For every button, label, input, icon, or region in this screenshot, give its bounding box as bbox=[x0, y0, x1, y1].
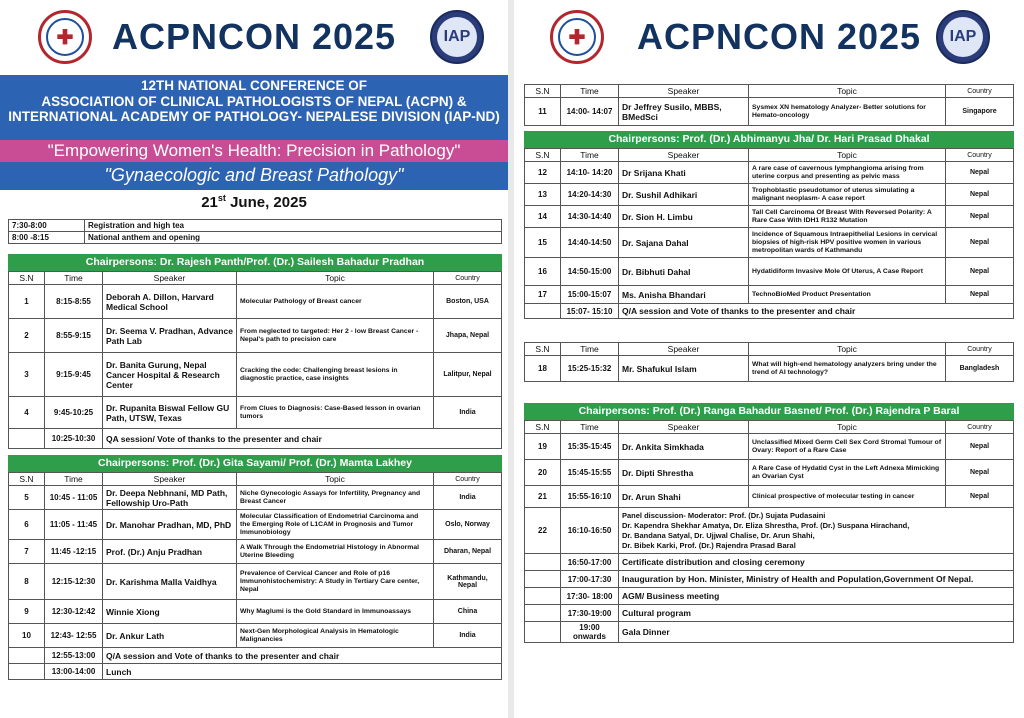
table-row bbox=[525, 571, 1014, 588]
header-speaker: Speaker bbox=[103, 473, 237, 486]
table-row bbox=[9, 624, 502, 648]
table-row bbox=[525, 622, 1014, 643]
date-month-year: June, 2025 bbox=[225, 194, 307, 211]
header-time: Time bbox=[561, 149, 619, 162]
time-cell: 11:05 - 11:45 bbox=[45, 510, 103, 540]
panel-line: Dr. Bibek Karki, Prof. (Dr.) Rajendra Prasad Baral bbox=[622, 540, 796, 550]
speaker-cell: Ms. Anisha Bhandari bbox=[619, 286, 749, 304]
table-row bbox=[9, 285, 502, 319]
speaker-cell: Dr Srijana Khati bbox=[619, 162, 749, 184]
event-cell: Lunch bbox=[103, 664, 502, 680]
page-header bbox=[514, 0, 1024, 80]
conference-title-line: INTERNATIONAL ACADEMY OF PATHOLOGY- NEPALESE DIVISION (IAP-ND) bbox=[8, 109, 500, 124]
topic-cell: Niche Gynecologic Assays for Infertility, Pregnancy and Breast Cancer bbox=[237, 486, 434, 510]
time-cell: 14:20-14:30 bbox=[561, 184, 619, 206]
time-cell: 15:25-15:32 bbox=[561, 356, 619, 382]
header-country: Country bbox=[434, 272, 502, 285]
time-cell: 14:10- 14:20 bbox=[561, 162, 619, 184]
header-time: Time bbox=[45, 272, 103, 285]
header-country: Country bbox=[946, 85, 1014, 98]
time-cell: 10:25-10:30 bbox=[45, 429, 103, 449]
header-sn: S.N bbox=[525, 421, 561, 434]
header-time: Time bbox=[561, 343, 619, 356]
time-cell: 9:15-9:45 bbox=[45, 353, 103, 397]
country-cell: Nepal bbox=[946, 162, 1014, 184]
sn-cell: 21 bbox=[525, 486, 561, 508]
sn-cell: 7 bbox=[9, 540, 45, 564]
event-cell: Registration and high tea bbox=[85, 220, 502, 232]
speaker-cell: Dr. Ankita Simkhada bbox=[619, 434, 749, 460]
table-row bbox=[9, 353, 502, 397]
sn-cell: 19 bbox=[525, 434, 561, 460]
sn-cell: 14 bbox=[525, 206, 561, 228]
time-cell: 15:35-15:45 bbox=[561, 434, 619, 460]
tagline: "Empowering Women's Health: Precision in Pathology" bbox=[0, 140, 508, 162]
table-row bbox=[9, 486, 502, 510]
iap-logo-icon: IAP bbox=[430, 10, 484, 64]
session-chair-banner: Chairpersons: Prof. (Dr.) Abhimanyu Jha/ Dr. Hari Prasad Dhakal bbox=[524, 131, 1014, 148]
time-cell: 14:30-14:40 bbox=[561, 206, 619, 228]
topic-cell: Molecular Pathology of Breast cancer bbox=[237, 285, 434, 319]
country-cell: Nepal bbox=[946, 184, 1014, 206]
page-header bbox=[0, 0, 508, 80]
sn-cell: 20 bbox=[525, 460, 561, 486]
country-cell: Lalitpur, Nepal bbox=[434, 353, 502, 397]
time-cell: 7:30-8:00 bbox=[9, 220, 85, 232]
header-topic: Topic bbox=[237, 473, 434, 486]
time-cell: 17:00-17:30 bbox=[561, 571, 619, 588]
table-row bbox=[9, 220, 502, 232]
time-cell: 12:15-12:30 bbox=[45, 564, 103, 600]
header-sn: S.N bbox=[9, 272, 45, 285]
speaker-cell: Dr. Rupanita Biswal Fellow GU Path, UTSW, Texas bbox=[103, 397, 237, 429]
event-cell: Inauguration by Hon. Minister, Ministry of Health and Population,Government Of Nepal. bbox=[619, 571, 1014, 588]
table-row bbox=[9, 397, 502, 429]
speaker-cell: Deborah A. Dillon, Harvard Medical School bbox=[103, 285, 237, 319]
date-day: 21 bbox=[201, 194, 218, 211]
topic-cell: A Rare Case of Hydatid Cyst in the Left Adnexa Mimicking an Ovarian Cyst bbox=[749, 460, 946, 486]
topic-cell: Next-Gen Morphological Analysis in Hematologic Malignancies bbox=[237, 624, 434, 648]
time-cell: 19:00 onwards bbox=[561, 622, 619, 643]
country-cell: Nepal bbox=[946, 434, 1014, 460]
header-speaker: Speaker bbox=[619, 343, 749, 356]
header-topic: Topic bbox=[749, 85, 946, 98]
table-row bbox=[525, 206, 1014, 228]
topic-cell: TechnoBioMed Product Presentation bbox=[749, 286, 946, 304]
header-country: Country bbox=[946, 149, 1014, 162]
country-cell: Nepal bbox=[946, 286, 1014, 304]
time-cell: 15:07- 15:10 bbox=[561, 304, 619, 319]
table-row bbox=[525, 486, 1014, 508]
table-header-row bbox=[525, 343, 1014, 356]
table-header-row bbox=[525, 85, 1014, 98]
topic-cell: Incidence of Squamous Intraepithelial Lesions in cervical biopsies of high-risk HPV positive women in various metropolitan wards of Kathmandu bbox=[749, 228, 946, 258]
country-cell: Nepal bbox=[946, 486, 1014, 508]
country-cell: Bangladesh bbox=[946, 356, 1014, 382]
speaker-cell: Dr. Ankur Lath bbox=[103, 624, 237, 648]
table-row bbox=[9, 429, 502, 449]
table-row bbox=[525, 460, 1014, 486]
table-row bbox=[525, 434, 1014, 460]
header-topic: Topic bbox=[749, 421, 946, 434]
table-row bbox=[525, 304, 1014, 319]
table-row bbox=[525, 286, 1014, 304]
table-row bbox=[525, 258, 1014, 286]
table-row bbox=[525, 184, 1014, 206]
time-cell: 12:43- 12:55 bbox=[45, 624, 103, 648]
event-cell: Certificate distribution and closing ceremony bbox=[619, 554, 1014, 571]
header-country: Country bbox=[946, 421, 1014, 434]
panel-line: Dr. Bandana Satyal, Dr. Ujjwal Chalise, Dr. Arun Shahi, bbox=[622, 530, 815, 540]
date-suffix: st bbox=[217, 193, 226, 203]
sn-cell: 9 bbox=[9, 600, 45, 624]
session-table-top bbox=[524, 84, 1014, 126]
table-header-row bbox=[9, 473, 502, 486]
table-row bbox=[525, 356, 1014, 382]
time-cell: 8:15-8:55 bbox=[45, 285, 103, 319]
time-cell: 8:00 -8:15 bbox=[9, 232, 85, 244]
topic-cell: Unclassified Mixed Germ Cell Sex Cord Stromal Tumour of Ovary: Report of a Rare Case bbox=[749, 434, 946, 460]
table-header-row bbox=[9, 272, 502, 285]
topic-cell: Clinical prospective of molecular testing in cancer bbox=[749, 486, 946, 508]
header-sn: S.N bbox=[525, 149, 561, 162]
header-speaker: Speaker bbox=[103, 272, 237, 285]
table-row bbox=[9, 319, 502, 353]
table-header-row bbox=[525, 149, 1014, 162]
sn-cell: 4 bbox=[9, 397, 45, 429]
table-row bbox=[9, 564, 502, 600]
speaker-cell: Dr. Bibhuti Dahal bbox=[619, 258, 749, 286]
table-header-row bbox=[525, 421, 1014, 434]
brand-title: ACPNCON 2025 bbox=[636, 16, 922, 57]
country-cell: Oslo, Norway bbox=[434, 510, 502, 540]
session-4 bbox=[524, 403, 1014, 643]
country-cell: Nepal bbox=[946, 206, 1014, 228]
time-cell: 15:55-16:10 bbox=[561, 486, 619, 508]
speaker-cell: Dr. Dipti Shrestha bbox=[619, 460, 749, 486]
session-1 bbox=[8, 254, 502, 449]
country-cell: Dharan, Nepal bbox=[434, 540, 502, 564]
table-row bbox=[525, 162, 1014, 184]
table-row bbox=[525, 554, 1014, 571]
sn-cell: 6 bbox=[9, 510, 45, 540]
time-cell: 10:45 - 11:05 bbox=[45, 486, 103, 510]
country-cell: Nepal bbox=[946, 228, 1014, 258]
sn-cell: 22 bbox=[525, 508, 561, 554]
time-cell: 15:00-15:07 bbox=[561, 286, 619, 304]
table-row bbox=[9, 664, 502, 680]
topic-cell: Molecular Classification of Endometrial Carcinoma and the Emerging Role of L1CAM in Prognosis and Tumor Immunobiology bbox=[237, 510, 434, 540]
table-row bbox=[9, 600, 502, 624]
topic-cell: Tall Cell Carcinoma Of Breast With Reversed Polarity: A Rare Case With IDH1 R132 Mutation bbox=[749, 206, 946, 228]
sn-cell: 11 bbox=[525, 98, 561, 126]
header-topic: Topic bbox=[237, 272, 434, 285]
sn-cell: 15 bbox=[525, 228, 561, 258]
sn-cell: 1 bbox=[9, 285, 45, 319]
program-page-right bbox=[514, 0, 1024, 718]
sn-cell: 3 bbox=[9, 353, 45, 397]
conference-title-line: 12TH NATIONAL CONFERENCE OF bbox=[140, 78, 367, 93]
table-row bbox=[9, 648, 502, 664]
table-row bbox=[9, 232, 502, 244]
table-row bbox=[525, 605, 1014, 622]
speaker-cell: Prof. (Dr.) Anju Pradhan bbox=[103, 540, 237, 564]
session-chair-banner: Chairpersons: Prof. (Dr.) Ranga Bahadur Basnet/ Prof. (Dr.) Rajendra P Baral bbox=[524, 403, 1014, 420]
speaker-cell: Dr. Sushil Adhikari bbox=[619, 184, 749, 206]
time-cell: 11:45 -12:15 bbox=[45, 540, 103, 564]
speaker-cell: Dr. Banita Gurung, Nepal Cancer Hospital & Research Center bbox=[103, 353, 237, 397]
time-cell: 14:00- 14:07 bbox=[561, 98, 619, 126]
speaker-cell: Dr Jeffrey Susilo, MBBS, BMedSci bbox=[619, 98, 749, 126]
header-topic: Topic bbox=[749, 343, 946, 356]
event-cell: National anthem and opening bbox=[85, 232, 502, 244]
speaker-cell: Mr. Shafukul Islam bbox=[619, 356, 749, 382]
time-cell: 8:55-9:15 bbox=[45, 319, 103, 353]
sn-cell: 12 bbox=[525, 162, 561, 184]
topic-cell: From Clues to Diagnosis: Case-Based lesson in ovarian tumors bbox=[237, 397, 434, 429]
topic-cell: A Walk Through the Endometrial Histology in Abnormal Uterine Bleeding bbox=[237, 540, 434, 564]
time-cell: 15:45-15:55 bbox=[561, 460, 619, 486]
header-sn: S.N bbox=[525, 343, 561, 356]
topic-cell: Prevalence of Cervical Cancer and Role of p16 Immunohistochemistry: A Study in Tertiary Care center, Nepal bbox=[237, 564, 434, 600]
topic-cell: From neglected to targeted: Her 2 - low Breast Cancer - Nepal's path to precision care bbox=[237, 319, 434, 353]
country-cell: India bbox=[434, 624, 502, 648]
header-time: Time bbox=[561, 421, 619, 434]
event-cell: Cultural program bbox=[619, 605, 1014, 622]
time-cell: 13:00-14:00 bbox=[45, 664, 103, 680]
speaker-cell: Dr. Arun Shahi bbox=[619, 486, 749, 508]
country-cell: India bbox=[434, 486, 502, 510]
topic-cell: Why Maglumi is the Gold Standard in Immunoassays bbox=[237, 600, 434, 624]
sn-cell: 2 bbox=[9, 319, 45, 353]
event-cell: Q/A session and Vote of thanks to the presenter and chair bbox=[619, 304, 1014, 319]
time-cell: 17:30-19:00 bbox=[561, 605, 619, 622]
header-speaker: Speaker bbox=[619, 85, 749, 98]
session-3 bbox=[524, 131, 1014, 319]
header-country: Country bbox=[434, 473, 502, 486]
header-sn: S.N bbox=[9, 473, 45, 486]
time-cell: 17:30- 18:00 bbox=[561, 588, 619, 605]
speaker-cell: Dr. Sion H. Limbu bbox=[619, 206, 749, 228]
header-time: Time bbox=[561, 85, 619, 98]
speaker-cell: Dr. Deepa Nebhnani, MD Path, Fellowship Uro-Path bbox=[103, 486, 237, 510]
country-cell: Singapore bbox=[946, 98, 1014, 126]
time-cell: 12:30-12:42 bbox=[45, 600, 103, 624]
topic-cell: Sysmex XN hematology Analyzer- Better solutions for Hemato-oncology bbox=[749, 98, 946, 126]
table-row bbox=[525, 228, 1014, 258]
opening-table bbox=[8, 219, 502, 244]
sn-cell: 16 bbox=[525, 258, 561, 286]
header-sn: S.N bbox=[525, 85, 561, 98]
panel-row bbox=[525, 508, 1014, 554]
acpn-logo-icon: ✚ bbox=[550, 10, 604, 64]
speaker-cell: Dr. Sajana Dahal bbox=[619, 228, 749, 258]
time-cell: 14:50-15:00 bbox=[561, 258, 619, 286]
time-cell: 14:40-14:50 bbox=[561, 228, 619, 258]
topic-cell: Cracking the code: Challenging breast lesions in diagnostic practice, case insights bbox=[237, 353, 434, 397]
session-chair-banner: Chairpersons: Dr. Rajesh Panth/Prof. (Dr.) Sailesh Bahadur Pradhan bbox=[8, 254, 502, 271]
header-time: Time bbox=[45, 473, 103, 486]
country-cell: India bbox=[434, 397, 502, 429]
speaker-cell: Winnie Xiong bbox=[103, 600, 237, 624]
country-cell: Nepal bbox=[946, 258, 1014, 286]
brand-title: ACPNCON 2025 bbox=[111, 16, 397, 57]
speaker-cell: Dr. Manohar Pradhan, MD, PhD bbox=[103, 510, 237, 540]
topic-cell: Trophoblastic pseudotumor of uterus simulating a malignant neoplasm- A case report bbox=[749, 184, 946, 206]
event-cell: QA session/ Vote of thanks to the presenter and chair bbox=[103, 429, 502, 449]
country-cell: China bbox=[434, 600, 502, 624]
event-cell: Gala Dinner bbox=[619, 622, 1014, 643]
conference-title bbox=[0, 78, 508, 125]
country-cell: Kathmandu, Nepal bbox=[434, 564, 502, 600]
header-topic: Topic bbox=[749, 149, 946, 162]
event-date bbox=[0, 193, 508, 211]
session-chair-banner: Chairpersons: Prof. (Dr.) Gita Sayami/ Prof. (Dr.) Mamta Lakhey bbox=[8, 455, 502, 472]
sn-cell: 5 bbox=[9, 486, 45, 510]
session-table-mid bbox=[524, 342, 1014, 382]
table-row bbox=[9, 540, 502, 564]
panel-cell bbox=[619, 508, 1014, 554]
panel-line: Dr. Kapendra Shekhar Amatya, Dr. Eliza Shrestha, Prof. (Dr.) Suspana Hirachand, bbox=[622, 520, 910, 530]
time-cell: 12:55-13:00 bbox=[45, 648, 103, 664]
sn-cell: 8 bbox=[9, 564, 45, 600]
topic-cell: A rare case of cavernous lymphangioma arising from uterine corpus and presenting as pelvic mass bbox=[749, 162, 946, 184]
topic-cell: Hydatidiform Invasive Mole Of Uterus, A Case Report bbox=[749, 258, 946, 286]
time-cell: 16:50-17:00 bbox=[561, 554, 619, 571]
country-cell: Boston, USA bbox=[434, 285, 502, 319]
table-row bbox=[525, 588, 1014, 605]
theme: "Gynaecologic and Breast Pathology" bbox=[104, 165, 404, 185]
table-row bbox=[9, 510, 502, 540]
speaker-cell: Dr. Karishma Malla Vaidhya bbox=[103, 564, 237, 600]
event-cell: AGM/ Business meeting bbox=[619, 588, 1014, 605]
header-speaker: Speaker bbox=[619, 421, 749, 434]
program-page-left bbox=[0, 0, 508, 718]
table-row bbox=[525, 98, 1014, 126]
speaker-cell: Dr. Seema V. Pradhan, Advance Path Lab bbox=[103, 319, 237, 353]
sn-cell: 18 bbox=[525, 356, 561, 382]
country-cell: Nepal bbox=[946, 460, 1014, 486]
header-speaker: Speaker bbox=[619, 149, 749, 162]
sn-cell: 13 bbox=[525, 184, 561, 206]
topic-cell: What will high-end hematology analyzers bring under the trend of AI technology? bbox=[749, 356, 946, 382]
conference-title-line: ASSOCIATION OF CLINICAL PATHOLOGISTS OF NEPAL (ACPN) & bbox=[41, 93, 467, 109]
event-cell: Q/A session and Vote of thanks to the presenter and chair bbox=[103, 648, 502, 664]
time-cell: 9:45-10:25 bbox=[45, 397, 103, 429]
acpn-logo-icon: ✚ bbox=[38, 10, 92, 64]
country-cell: Jhapa, Nepal bbox=[434, 319, 502, 353]
iap-logo-icon: IAP bbox=[936, 10, 990, 64]
sn-cell: 10 bbox=[9, 624, 45, 648]
panel-line: Panel discussion- Moderator: Prof. (Dr.) Sujata Pudasaini bbox=[622, 510, 826, 520]
time-cell: 16:10-16:50 bbox=[561, 508, 619, 554]
header-country: Country bbox=[946, 343, 1014, 356]
session-2 bbox=[8, 455, 502, 680]
sn-cell: 17 bbox=[525, 286, 561, 304]
